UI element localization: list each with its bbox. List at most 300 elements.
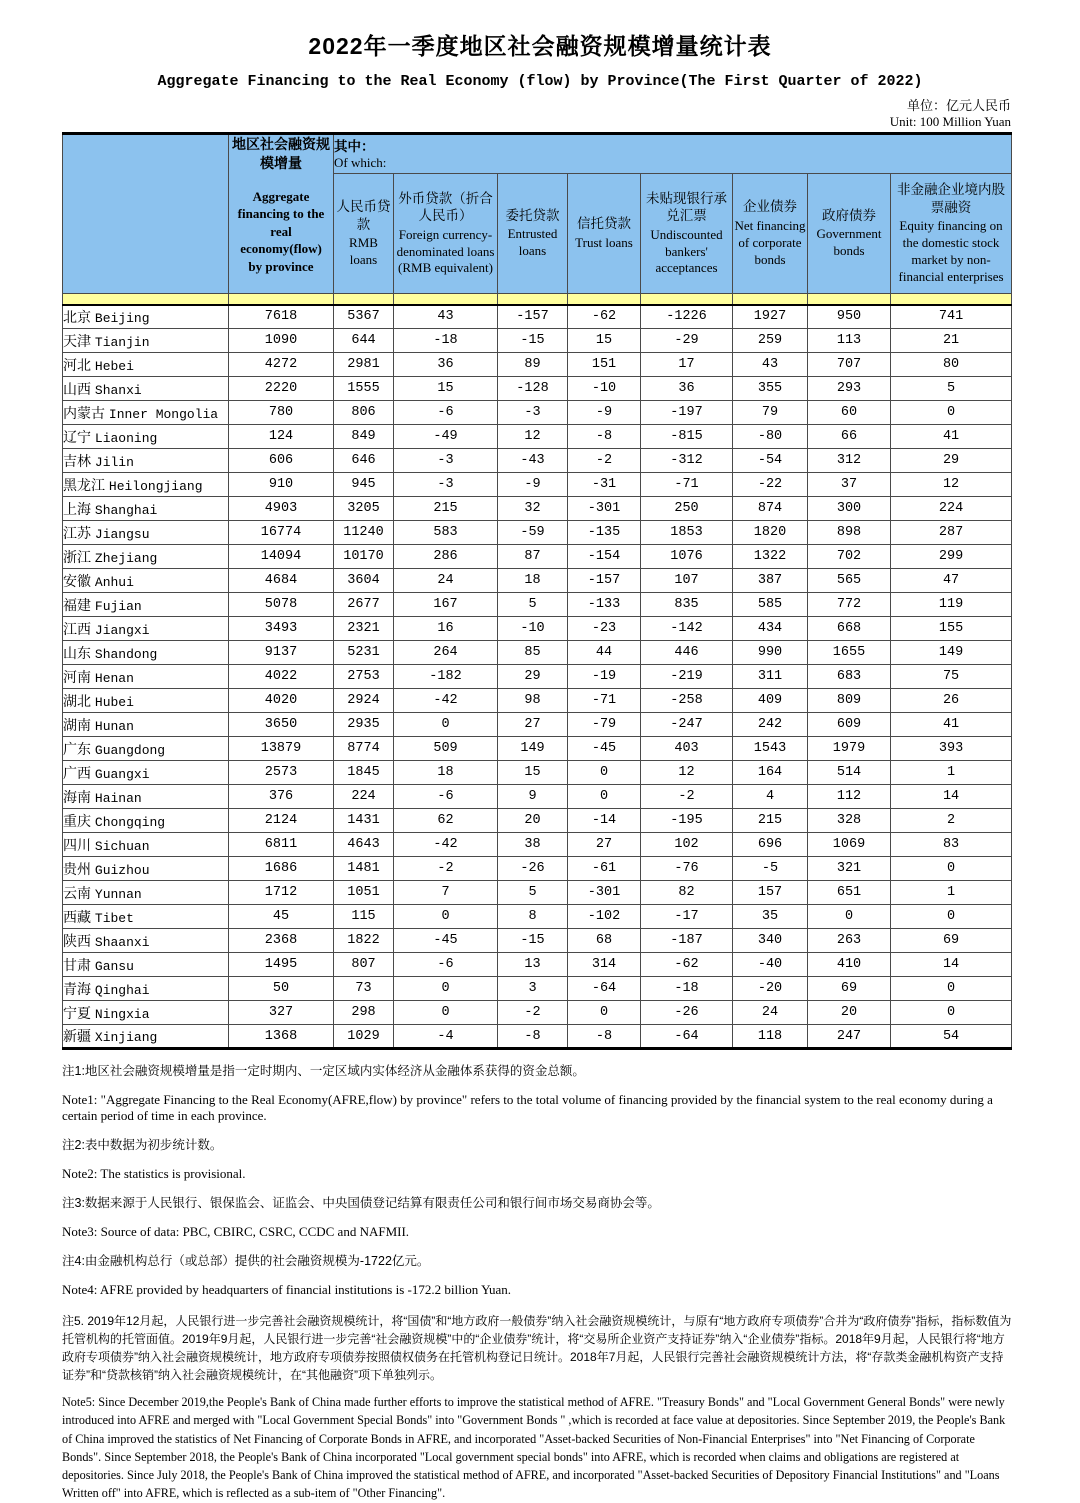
value-cell: -102 (568, 905, 641, 929)
province-cell (63, 305, 229, 329)
value-cell: 149 (498, 737, 568, 761)
province-name-english: Heilongjiang (108, 478, 203, 494)
value-cell: 21 (891, 329, 1012, 353)
note-english: Note3: Source of data: PBC, CBIRC, CSRC, CCDC and NAFMII. (62, 1224, 410, 1239)
value-cell: 38 (498, 833, 568, 857)
value-cell: -301 (568, 881, 641, 905)
table-row (63, 449, 1012, 473)
value-cell: 849 (334, 425, 394, 449)
value-cell: 24 (733, 1001, 808, 1025)
value-cell: 2677 (334, 593, 394, 617)
value-cell: 0 (394, 977, 498, 1001)
value-cell: -10 (568, 377, 641, 401)
of-which-chinese: 其中： (334, 139, 375, 154)
column-header-english: Net financing of corporate bonds (734, 217, 806, 267)
table-row (63, 401, 1012, 425)
value-cell: 167 (394, 593, 498, 617)
province-name-english: Sichuan (94, 838, 150, 854)
table-row (63, 809, 1012, 833)
province-name-english: Anhui (94, 574, 134, 590)
value-cell: 250 (641, 497, 733, 521)
value-cell: 0 (891, 1001, 1012, 1025)
value-cell: 9137 (229, 641, 334, 665)
value-cell: -64 (641, 1025, 733, 1049)
province-name-english: Qinghai (94, 982, 150, 998)
table-row (63, 1001, 1012, 1025)
value-cell: -135 (568, 521, 641, 545)
province-name-chinese: 海南 (63, 788, 91, 805)
value-cell: 1495 (229, 953, 334, 977)
value-cell: 4 (733, 785, 808, 809)
value-cell: -18 (641, 977, 733, 1001)
table-row (63, 425, 1012, 449)
value-cell: 107 (641, 569, 733, 593)
province-name-chinese: 辽宁 (63, 428, 91, 445)
column-header (334, 174, 394, 294)
value-cell: -45 (394, 929, 498, 953)
aggregate-header-english: Aggregate financing to the real economy(flow) by province (237, 188, 325, 274)
table-row (63, 737, 1012, 761)
value-cell: 113 (808, 329, 891, 353)
province-name-english: Beijing (94, 310, 150, 326)
value-cell: 1712 (229, 881, 334, 905)
column-header-chinese: 政府债券 (822, 207, 876, 223)
aggregate-column-header (229, 134, 334, 294)
value-cell: 155 (891, 617, 1012, 641)
province-name-chinese: 上海 (63, 500, 91, 517)
province-name-english: Tibet (94, 910, 134, 926)
value-cell: 583 (394, 521, 498, 545)
value-cell: 696 (733, 833, 808, 857)
value-cell: 3604 (334, 569, 394, 593)
column-header-chinese: 人民币贷款 (336, 199, 391, 232)
province-name-english: Shandong (94, 646, 158, 662)
value-cell: 2220 (229, 377, 334, 401)
value-cell: 2753 (334, 665, 394, 689)
table-row (63, 665, 1012, 689)
value-cell: 14094 (229, 545, 334, 569)
value-cell: 1845 (334, 761, 394, 785)
unit-label-english: Unit: 100 Million Yuan (889, 114, 1011, 129)
table-row (63, 881, 1012, 905)
value-cell: 27 (568, 833, 641, 857)
value-cell: -62 (641, 953, 733, 977)
value-cell: -79 (568, 713, 641, 737)
table-row (63, 713, 1012, 737)
province-cell (63, 641, 229, 665)
value-cell: -133 (568, 593, 641, 617)
table-row (63, 833, 1012, 857)
province-cell (63, 401, 229, 425)
column-header-chinese: 未贴现银行承兑汇票 (646, 190, 727, 224)
column-header-chinese: 委托贷款 (505, 207, 560, 223)
value-cell: 69 (891, 929, 1012, 953)
province-cell (63, 593, 229, 617)
value-cell: -71 (641, 473, 733, 497)
value-cell: 151 (568, 353, 641, 377)
value-cell: -142 (641, 617, 733, 641)
value-cell: -3 (394, 473, 498, 497)
province-name-english: Chongqing (94, 814, 166, 830)
column-header-chinese: 企业债券 (743, 199, 797, 215)
value-cell: 434 (733, 617, 808, 641)
value-cell: 112 (808, 785, 891, 809)
province-name-chinese: 内蒙古 (63, 404, 105, 421)
value-cell: -197 (641, 401, 733, 425)
value-cell: -26 (498, 857, 568, 881)
value-cell: 8774 (334, 737, 394, 761)
note-english: Note4: AFRE provided by headquarters of financial institutions is -172.2 billion Yuan. (62, 1282, 512, 1297)
value-cell: 26 (891, 689, 1012, 713)
value-cell: 41 (891, 425, 1012, 449)
value-cell: 41 (891, 713, 1012, 737)
value-cell: -2 (568, 449, 641, 473)
value-cell: 1555 (334, 377, 394, 401)
province-name-chinese: 湖北 (63, 692, 91, 709)
province-cell (63, 689, 229, 713)
province-name-english: Shanxi (94, 382, 142, 398)
value-cell: 2924 (334, 689, 394, 713)
value-cell: -71 (568, 689, 641, 713)
province-name-english: Shaanxi (94, 934, 150, 950)
value-cell: 314 (568, 953, 641, 977)
column-header-chinese: 非金融企业境内股票融资 (897, 182, 1006, 215)
value-cell: -247 (641, 713, 733, 737)
value-cell: 807 (334, 953, 394, 977)
value-cell: 44 (568, 641, 641, 665)
value-cell: 14 (891, 785, 1012, 809)
value-cell: -301 (568, 497, 641, 521)
value-cell: 69 (808, 977, 891, 1001)
aggregate-header-chinese: 地区社会融资规模增量 (232, 136, 330, 171)
province-cell (63, 329, 229, 353)
value-cell: 1 (891, 881, 1012, 905)
value-cell: 68 (568, 929, 641, 953)
value-cell: -31 (568, 473, 641, 497)
province-name-english: Henan (94, 670, 134, 686)
column-header (498, 174, 568, 294)
value-cell: 286 (394, 545, 498, 569)
value-cell: 2981 (334, 353, 394, 377)
province-name-english: Ningxia (94, 1006, 150, 1022)
province-name-english: Guangdong (94, 742, 166, 758)
value-cell: 82 (641, 881, 733, 905)
value-cell: 1686 (229, 857, 334, 881)
value-cell: 6811 (229, 833, 334, 857)
province-cell (63, 473, 229, 497)
province-cell (63, 449, 229, 473)
value-cell: 0 (394, 905, 498, 929)
column-header-english: Foreign currency-denominated loans (RMB equivalent) (396, 226, 495, 276)
value-cell: 2321 (334, 617, 394, 641)
value-cell: 43 (733, 353, 808, 377)
value-cell: 224 (891, 497, 1012, 521)
value-cell: -62 (568, 305, 641, 329)
value-cell: 12 (641, 761, 733, 785)
value-cell: -2 (641, 785, 733, 809)
value-cell: 328 (808, 809, 891, 833)
province-name-english: Hunan (94, 718, 134, 734)
value-cell: 646 (334, 449, 394, 473)
province-name-chinese: 贵州 (63, 860, 91, 877)
value-cell: -64 (568, 977, 641, 1001)
province-name-english: Xinjiang (94, 1030, 158, 1045)
value-cell: 4272 (229, 353, 334, 377)
column-header (568, 174, 641, 294)
value-cell: 446 (641, 641, 733, 665)
value-cell: 0 (891, 857, 1012, 881)
province-name-chinese: 黑龙江 (63, 476, 105, 493)
value-cell: 1051 (334, 881, 394, 905)
value-cell: -157 (568, 569, 641, 593)
value-cell: 910 (229, 473, 334, 497)
value-cell: 14 (891, 953, 1012, 977)
band-cell (394, 294, 498, 305)
province-cell (63, 881, 229, 905)
value-cell: -8 (568, 1025, 641, 1049)
value-cell: -3 (394, 449, 498, 473)
of-which-english: Of which: (334, 155, 387, 170)
province-cell (63, 833, 229, 857)
footnotes (62, 1061, 1014, 1503)
value-cell: 1927 (733, 305, 808, 329)
table-row (63, 929, 1012, 953)
value-cell: 35 (733, 905, 808, 929)
value-cell: 1090 (229, 329, 334, 353)
province-name-chinese: 浙江 (63, 548, 91, 565)
table-row (63, 785, 1012, 809)
province-name-english: Zhejiang (94, 550, 158, 566)
value-cell: 990 (733, 641, 808, 665)
value-cell: 0 (808, 905, 891, 929)
value-cell: -5 (733, 857, 808, 881)
province-cell (63, 857, 229, 881)
table-row (63, 857, 1012, 881)
value-cell: -15 (498, 929, 568, 953)
province-name-english: Hubei (94, 694, 134, 710)
value-cell: -54 (733, 449, 808, 473)
province-name-english: Gansu (94, 958, 134, 974)
value-cell: 13 (498, 953, 568, 977)
value-cell: 66 (808, 425, 891, 449)
value-cell: 118 (733, 1025, 808, 1049)
province-cell (63, 929, 229, 953)
value-cell: 98 (498, 689, 568, 713)
band-cell (229, 294, 334, 305)
value-cell: 514 (808, 761, 891, 785)
value-cell: 668 (808, 617, 891, 641)
value-cell: 16774 (229, 521, 334, 545)
table-row (63, 545, 1012, 569)
value-cell: 36 (641, 377, 733, 401)
value-cell: -8 (568, 425, 641, 449)
province-name-english: Jiangsu (94, 526, 150, 542)
value-cell: 0 (891, 977, 1012, 1001)
table-row (63, 329, 1012, 353)
province-name-chinese: 宁夏 (63, 1004, 91, 1021)
value-cell: 54 (891, 1025, 1012, 1049)
band-cell (733, 294, 808, 305)
value-cell: -42 (394, 689, 498, 713)
value-cell: 1822 (334, 929, 394, 953)
value-cell: 27 (498, 713, 568, 737)
province-name-english: Fujian (94, 598, 142, 614)
column-header-english: Undiscounted bankers' acceptances (650, 226, 723, 276)
unit-labels (62, 95, 1011, 130)
band-cell (334, 294, 394, 305)
province-column-header (63, 134, 229, 294)
value-cell: -187 (641, 929, 733, 953)
province-name-chinese: 甘肃 (63, 956, 91, 973)
column-header (808, 174, 891, 294)
province-name-english: Yunnan (94, 886, 142, 902)
value-cell: 1 (891, 761, 1012, 785)
value-cell: -17 (641, 905, 733, 929)
value-cell: -4 (394, 1025, 498, 1049)
province-cell (63, 617, 229, 641)
value-cell: 62 (394, 809, 498, 833)
province-name-chinese: 江西 (63, 620, 91, 637)
value-cell: 0 (891, 905, 1012, 929)
value-cell: 2124 (229, 809, 334, 833)
value-cell: 1481 (334, 857, 394, 881)
column-header-chinese: 外币贷款（折合人民币） (398, 190, 493, 224)
value-cell: -815 (641, 425, 733, 449)
province-cell (63, 521, 229, 545)
value-cell: -195 (641, 809, 733, 833)
province-name-chinese: 西藏 (63, 908, 91, 925)
province-cell (63, 545, 229, 569)
column-header-english: Entrusted loans (507, 226, 558, 259)
value-cell: 741 (891, 305, 1012, 329)
province-name-chinese: 河南 (63, 668, 91, 685)
value-cell: -49 (394, 425, 498, 449)
value-cell: 298 (334, 1001, 394, 1025)
value-cell: 898 (808, 521, 891, 545)
province-name-english: Shanghai (94, 502, 158, 518)
province-name-chinese: 安徽 (63, 572, 91, 589)
province-name-chinese: 河北 (63, 356, 91, 373)
province-cell (63, 665, 229, 689)
value-cell: -9 (498, 473, 568, 497)
province-cell (63, 785, 229, 809)
value-cell: -6 (394, 785, 498, 809)
value-cell: -26 (641, 1001, 733, 1025)
province-name-chinese: 湖南 (63, 716, 91, 733)
value-cell: 5 (498, 881, 568, 905)
value-cell: 10170 (334, 545, 394, 569)
value-cell: -258 (641, 689, 733, 713)
province-cell (63, 761, 229, 785)
column-header (394, 174, 498, 294)
value-cell: 75 (891, 665, 1012, 689)
value-cell: -1226 (641, 305, 733, 329)
province-cell (63, 1025, 229, 1049)
province-cell (63, 953, 229, 977)
value-cell: 4643 (334, 833, 394, 857)
province-name-chinese: 广东 (63, 740, 91, 757)
value-cell: 2573 (229, 761, 334, 785)
value-cell: 73 (334, 977, 394, 1001)
band-cell (498, 294, 568, 305)
value-cell: 16 (394, 617, 498, 641)
value-cell: -182 (394, 665, 498, 689)
table-row (63, 593, 1012, 617)
value-cell: -3 (498, 401, 568, 425)
value-cell: 945 (334, 473, 394, 497)
value-cell: 47 (891, 569, 1012, 593)
value-cell: -2 (394, 857, 498, 881)
value-cell: 606 (229, 449, 334, 473)
value-cell: 1368 (229, 1025, 334, 1049)
value-cell: 327 (229, 1001, 334, 1025)
value-cell: 15 (498, 761, 568, 785)
province-name-chinese: 四川 (63, 836, 91, 853)
province-name-chinese: 山东 (63, 644, 91, 661)
table-row (63, 497, 1012, 521)
value-cell: 1076 (641, 545, 733, 569)
value-cell: 5 (498, 593, 568, 617)
note-chinese: 注3:数据来源于人民银行、银保监会、证监会、中央国债登记结算有限责任公司和银行间市场交易商协会等。 (62, 1196, 660, 1210)
yellow-band (63, 294, 1012, 305)
value-cell: 1979 (808, 737, 891, 761)
province-cell (63, 425, 229, 449)
value-cell: 24 (394, 569, 498, 593)
value-cell: 387 (733, 569, 808, 593)
table-row (63, 617, 1012, 641)
value-cell: 1431 (334, 809, 394, 833)
table-row (63, 905, 1012, 929)
value-cell: 585 (733, 593, 808, 617)
value-cell: 312 (808, 449, 891, 473)
province-name-chinese: 北京 (63, 308, 91, 325)
value-cell: 149 (891, 641, 1012, 665)
province-cell (63, 737, 229, 761)
value-cell: 17 (641, 353, 733, 377)
value-cell: 12 (891, 473, 1012, 497)
value-cell: 264 (394, 641, 498, 665)
table-row (63, 353, 1012, 377)
column-header-english: Trust loans (575, 234, 633, 250)
value-cell: 5078 (229, 593, 334, 617)
value-cell: 9 (498, 785, 568, 809)
value-cell: 119 (891, 593, 1012, 617)
value-cell: 1322 (733, 545, 808, 569)
province-name-chinese: 重庆 (63, 812, 91, 829)
value-cell: 874 (733, 497, 808, 521)
column-header-english: RMB loans (349, 235, 378, 268)
value-cell: 29 (891, 449, 1012, 473)
table-row (63, 1025, 1012, 1049)
page-title-english: Aggregate Financing to the Real Economy (flow) by Province(The First Quarter of 2022) (157, 73, 923, 90)
value-cell: 242 (733, 713, 808, 737)
value-cell: 3493 (229, 617, 334, 641)
band-cell (808, 294, 891, 305)
value-cell: 0 (394, 713, 498, 737)
province-name-chinese: 福建 (63, 596, 91, 613)
value-cell: 287 (891, 521, 1012, 545)
value-cell: 11240 (334, 521, 394, 545)
province-name-english: Jiangxi (94, 622, 150, 638)
value-cell: 18 (498, 569, 568, 593)
value-cell: -312 (641, 449, 733, 473)
value-cell: -29 (641, 329, 733, 353)
column-header (733, 174, 808, 294)
value-cell: -22 (733, 473, 808, 497)
value-cell: -61 (568, 857, 641, 881)
value-cell: 7618 (229, 305, 334, 329)
province-name-chinese: 青海 (63, 980, 91, 997)
